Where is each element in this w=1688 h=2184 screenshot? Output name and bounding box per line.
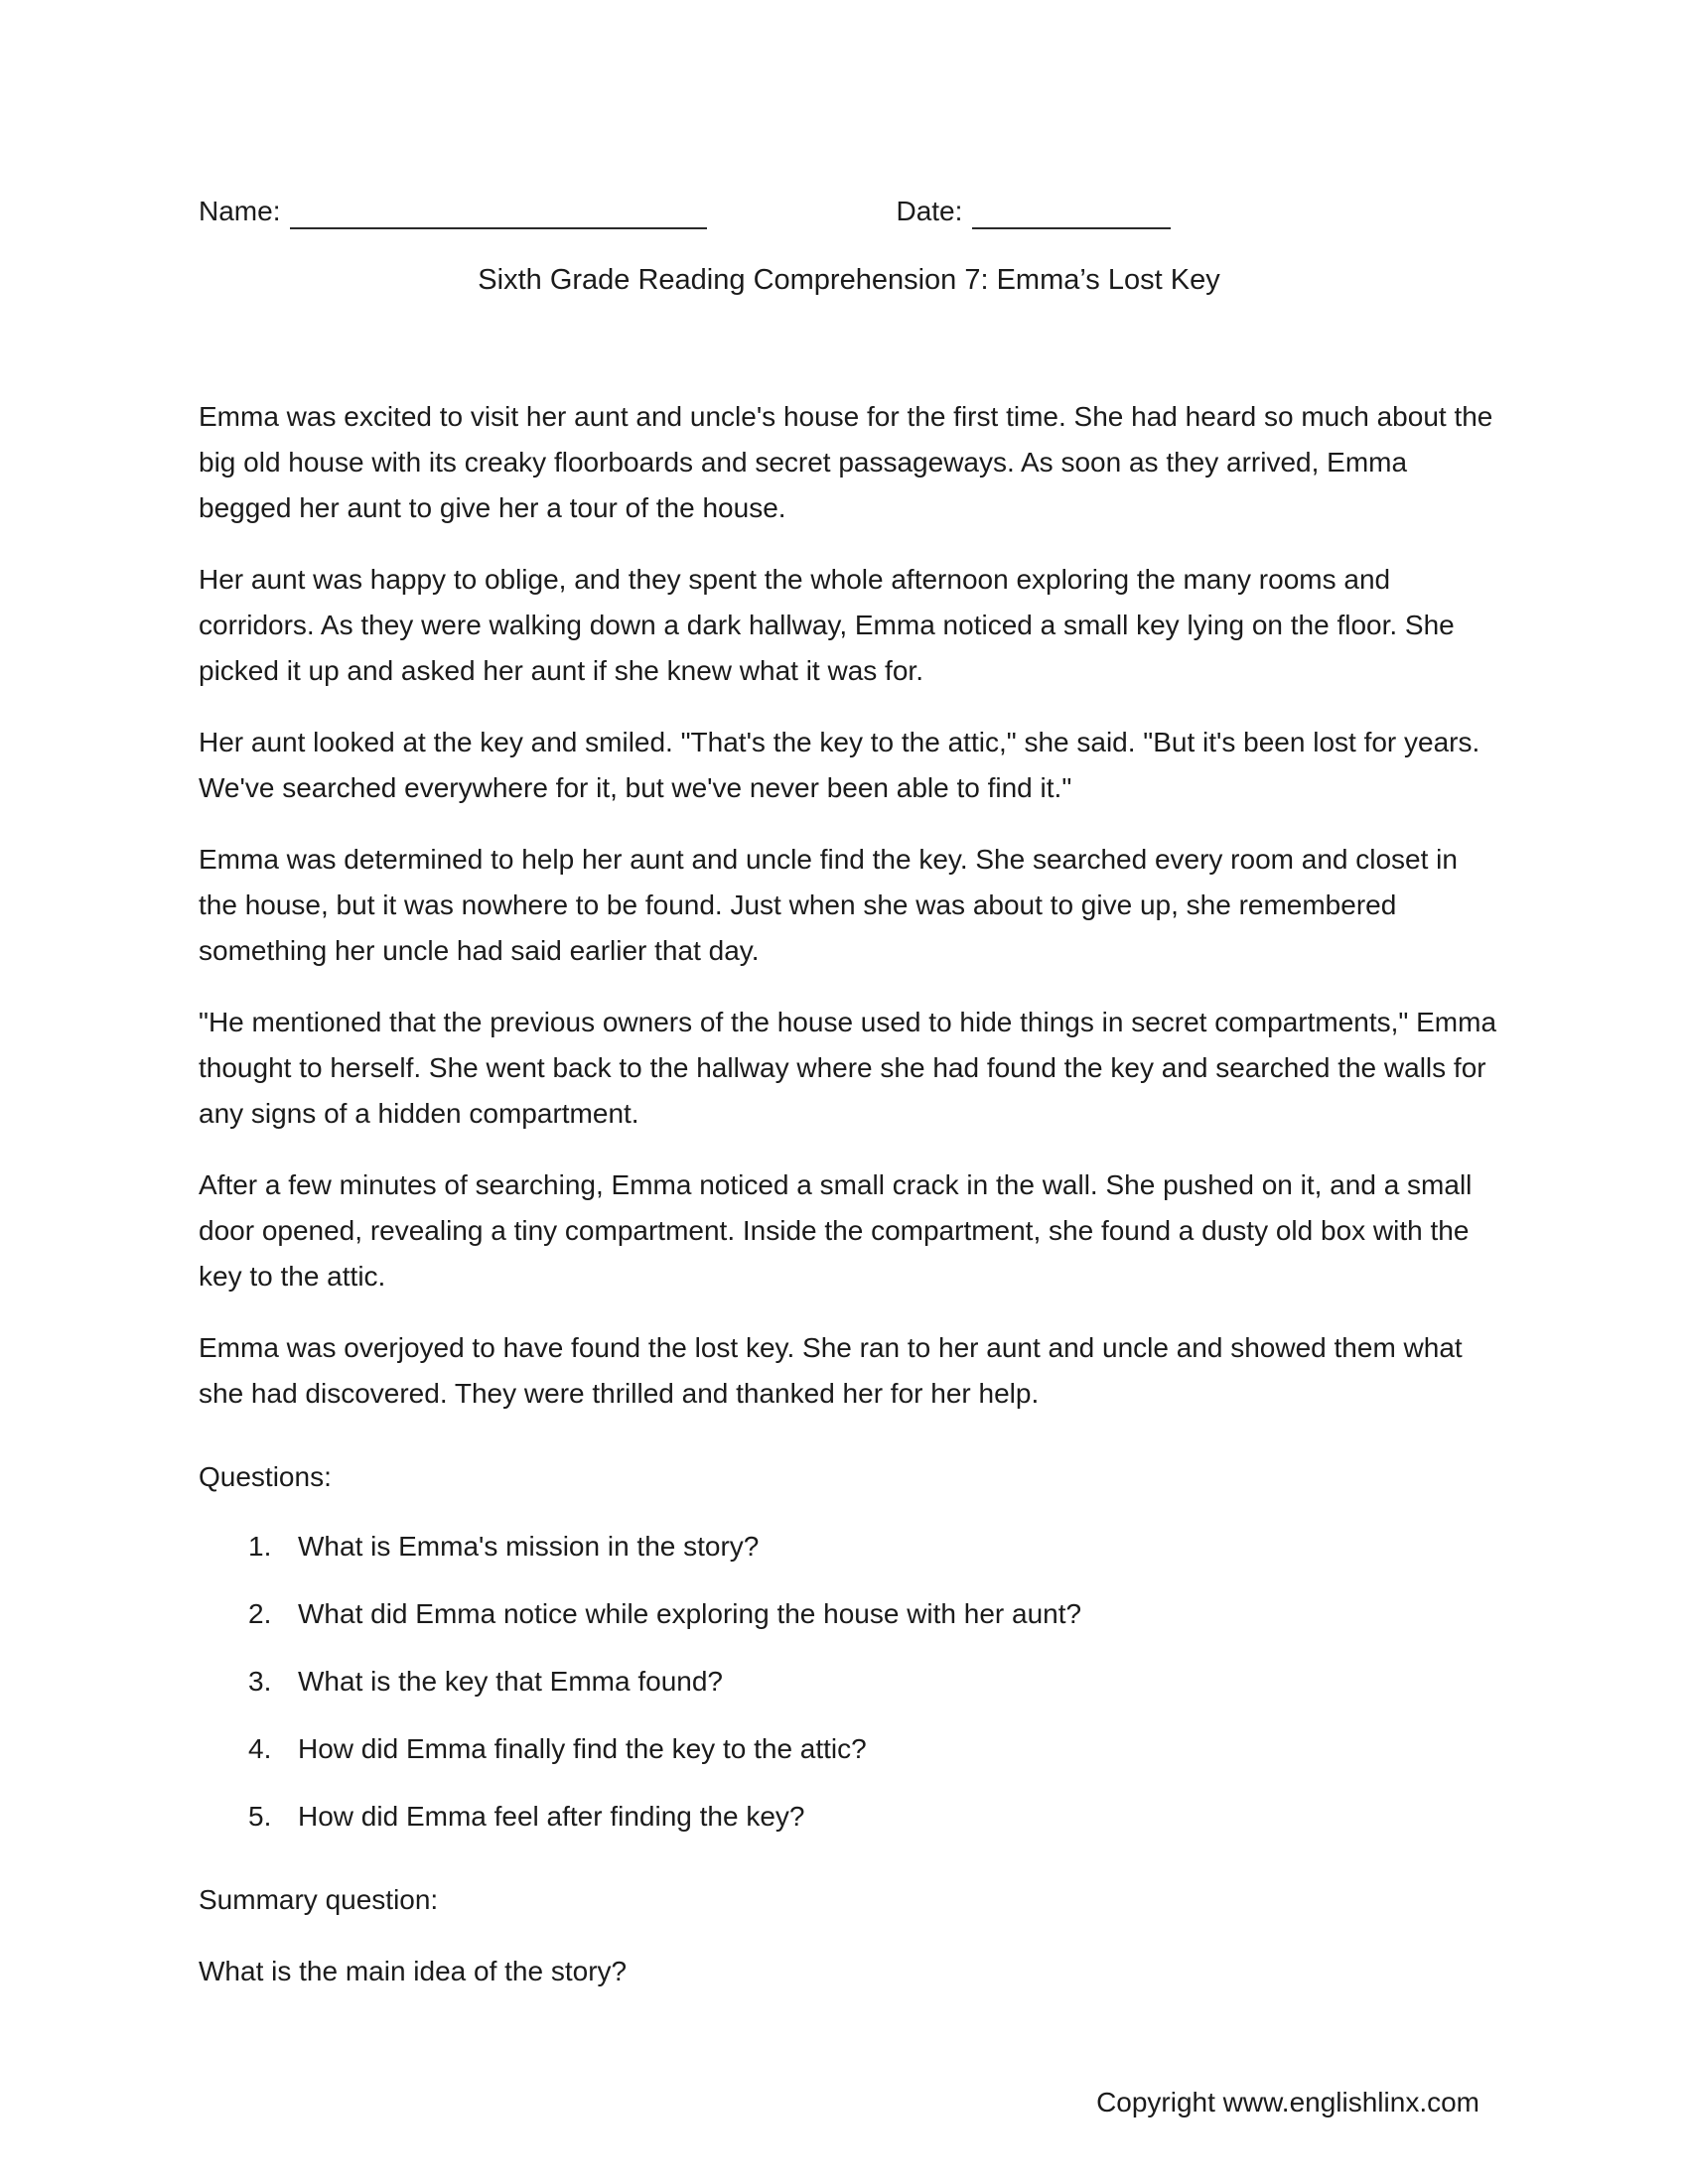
copyright-text: Copyright www.englishlinx.com [1096, 2087, 1479, 2117]
name-blank-line [290, 198, 707, 229]
story-paragraph: Emma was excited to visit her aunt and uncle's house for the first time. She had heard so much about the big old house with its creaky floorboards and secret passageways. As soon as they arrived, Emma begged her aunt to give her a tour of the house. [199, 401, 1493, 523]
question-text: How did Emma feel after finding the key? [298, 1801, 805, 1832]
story-paragraph: Her aunt was happy to oblige, and they spent the whole afternoon exploring the many rooms and corridors. As they were walking down a dark hallway, Emma noticed a small key lying on the floor. She picked it up and asked her aunt if she knew what it was for. [199, 564, 1455, 686]
questions-label: Questions: [199, 1461, 332, 1492]
question-text: What is Emma's mission in the story? [298, 1531, 760, 1562]
date-field [896, 194, 1171, 229]
question-item [199, 1794, 1499, 1840]
question-item [199, 1591, 1499, 1637]
name-label: Name: [199, 196, 281, 226]
date-label: Date: [896, 196, 963, 226]
question-number: 5. [248, 1801, 272, 1832]
story-paragraph: After a few minutes of searching, Emma noticed a small crack in the wall. She pushed on it, and a small door opened, revealing a tiny compartment. Inside the compartment, she found a dusty old box with the key to the attic. [199, 1169, 1473, 1292]
story-paragraph: Emma was overjoyed to have found the lost key. She ran to her aunt and uncle and showed them what she had discovered. They were thrilled and thanked her for her help. [199, 1332, 1463, 1409]
story-body [199, 394, 1499, 1417]
worksheet-title: Sixth Grade Reading Comprehension 7: Emma’s Lost Key [478, 264, 1220, 296]
worksheet-content [199, 194, 1499, 1994]
question-item [199, 1524, 1499, 1570]
question-number: 4. [248, 1733, 272, 1764]
question-item [199, 1726, 1499, 1772]
header-row [199, 194, 1499, 229]
summary-question: What is the main idea of the story? [199, 1956, 628, 1986]
date-blank-line [972, 198, 1171, 229]
question-number: 2. [248, 1598, 272, 1629]
story-paragraph: Her aunt looked at the key and smiled. "That's the key to the attic," she said. "But it's been lost for years. We've searched everywhere for it, but we've never been able to find it." [199, 727, 1480, 803]
story-paragraph: Emma was determined to help her aunt and uncle find the key. She searched every room and closet in the house, but it was nowhere to be found. Just when she was about to give up, she remembered something her uncle had said earlier that day. [199, 844, 1458, 966]
name-field [199, 194, 707, 229]
question-item [199, 1659, 1499, 1705]
question-text: What is the key that Emma found? [298, 1666, 723, 1697]
summary-label: Summary question: [199, 1884, 439, 1915]
question-text: What did Emma notice while exploring the house with her aunt? [298, 1598, 1082, 1629]
question-text: How did Emma finally find the key to the attic? [298, 1733, 867, 1764]
story-paragraph: "He mentioned that the previous owners of the house used to hide things in secret compartments," Emma thought to herself. She went back to the hallway where she had found the key and searched the walls for any signs of a hidden compartment. [199, 1007, 1497, 1129]
question-number: 1. [248, 1531, 272, 1562]
question-number: 3. [248, 1666, 272, 1697]
question-list [199, 1524, 1499, 1840]
